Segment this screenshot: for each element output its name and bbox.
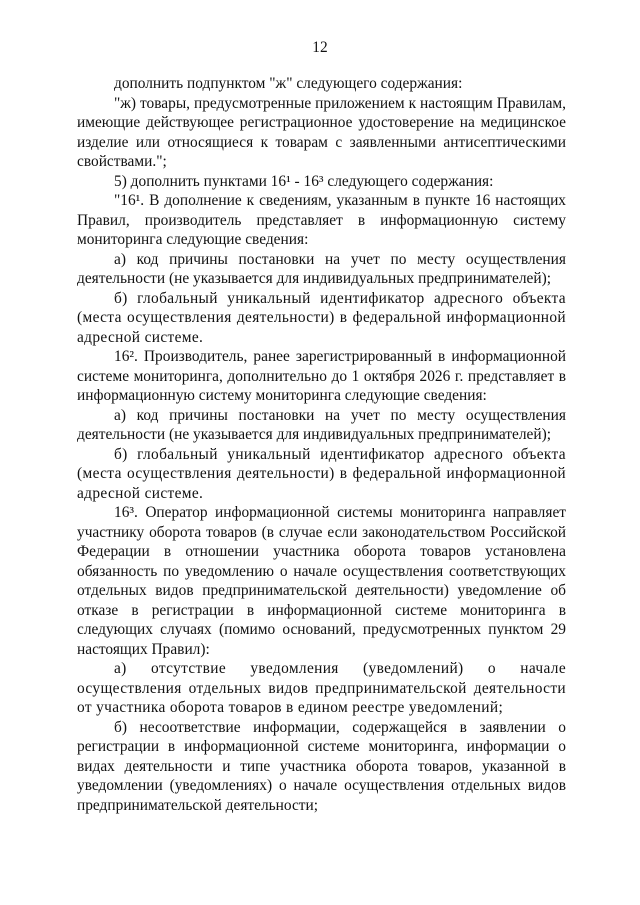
paragraph-16-1-a: а) код причины постановки на учет по месту осуществления деятельности (не указывается для индивидуальных предпринимателей);	[77, 250, 566, 287]
page-number: 12	[312, 39, 328, 56]
paragraph-16-2-a: а) код причины постановки на учет по месту осуществления деятельности (не указывается для индивидуальных предпринимателей);	[77, 406, 566, 443]
paragraph-item-5: 5) дополнить пунктами 16¹ - 16³ следующего содержания:	[114, 172, 494, 190]
paragraph-16-3-a: а) отсутствие уведомления (уведомлений) о начале осуществления отдельных видов предпринимательской деятельности от участника оборота товаров в едином реестре уведомлений;	[77, 660, 566, 716]
paragraph-16-1-b: б) глобальный уникальный идентификатор адресного объекта (места осуществления деятельности) в федеральной информационной адресной системе.	[77, 289, 566, 346]
paragraph-16-3-b: б) несоответствие информации, содержащейся в заявлении о регистрации в информационной системе мониторинга, информации о видах деятельности и типе участника оборота товаров, указанной в уведомлении (уведомлениях) о начале осуществления отдельных видов предпринимательской деятельности;	[77, 718, 566, 814]
paragraph-16-2-b: б) глобальный уникальный идентификатор адресного объекта (места осуществления деятельности) в федеральной информационной адресной системе.	[77, 445, 566, 502]
paragraph-16-2: 16². Производитель, ранее зарегистрированный в информационной системе мониторинга, дополнительно до 1 октября 2026 г. представляет в информационную систему мониторинга следующие сведения:	[77, 348, 566, 404]
paragraph-16-3: 16³. Оператор информационной системы мониторинга направляет участнику оборота товаров (в случае если законодательством Российской Федерации в отношении участника оборота товаров установлена обязанность по уведомлению о начале осуществления соответствующих отдельных видов предпринимательской деятельности) уведомление об отказе в регистрации в информационной системе мониторинга в следующих случаях (помимо оснований, предусмотренных пунктом 29 настоящих Правил):	[77, 504, 566, 658]
paragraph-amend-intro: дополнить подпунктом "ж" следующего содержания:	[114, 75, 463, 92]
paragraph-subitem-zh: "ж) товары, предусмотренные приложением к настоящим Правилам, имеющие действующее регистрационное удостоверение на медицинское изделие или относящиеся к товарам с заявленными антисептическими свойствами.";	[77, 94, 566, 170]
document-body	[77, 74, 566, 815]
paragraph-16-1: "16¹. В дополнение к сведениям, указанным в пункте 16 настоящих Правил, производитель представляет в информационную систему мониторинга следующие сведения:	[77, 192, 566, 248]
